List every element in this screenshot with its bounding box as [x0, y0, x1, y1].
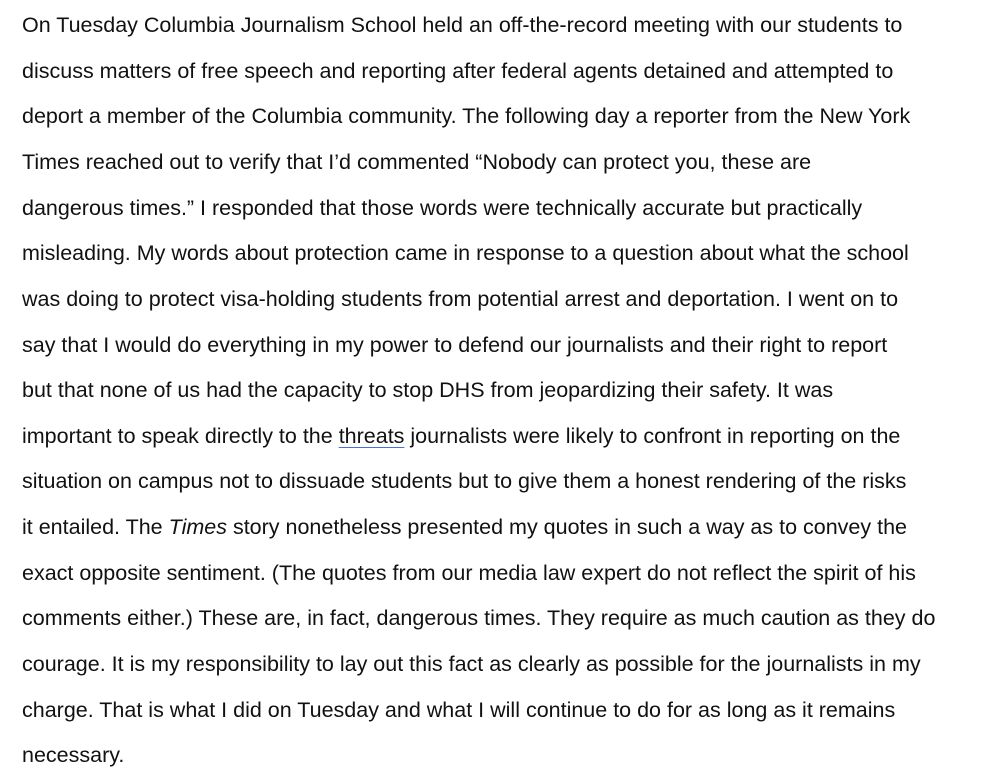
paragraph-line [22, 595, 935, 641]
paragraph-line [22, 413, 900, 459]
line-text: discuss matters of free speech and reporting after federal agents detained and attempted to [22, 59, 894, 83]
line-text: courage. It is my responsibility to lay out this fact as clearly as possible for the journalists in my [22, 652, 921, 676]
line-text: say that I would do everything in my power to defend our journalists and their right to report [22, 333, 888, 357]
paragraph-line [22, 185, 862, 231]
line-text: comments either.) These are, in fact, dangerous times. They require as much caution as they do [22, 606, 936, 630]
line-text: deport a member of the Columbia community. The following day a reporter from the New York [22, 104, 911, 128]
line-text: it entailed. The [22, 515, 169, 539]
line-text: charge. That is what I did on Tuesday and what I will continue to do for as long as it remains [22, 698, 896, 722]
paragraph-line [22, 687, 895, 733]
paragraph-line [22, 367, 833, 413]
line-text: situation on campus not to dissuade students but to give them a honest rendering of the risks [22, 469, 907, 493]
paragraph-line [22, 458, 906, 504]
line-text: On Tuesday Columbia Journalism School held an off-the-record meeting with our students to [22, 13, 903, 37]
paragraph-line [22, 732, 124, 778]
line-text: misleading. My words about protection came in response to a question about what the school [22, 241, 909, 265]
paragraph-line [22, 2, 902, 48]
line-text: Times reached out to verify that I’d commented “Nobody can protect you, these are [22, 150, 812, 174]
paragraph-line [22, 230, 909, 276]
line-text: was doing to protect visa-holding students from potential arrest and deportation. I went on to [22, 287, 899, 311]
threats-link[interactable]: threats [338, 424, 405, 448]
line-text: dangerous times.” I responded that those words were technically accurate but practically [22, 196, 863, 220]
paragraph-line [22, 550, 916, 596]
line-text: exact opposite sentiment. (The quotes from our media law expert do not reflect the spirit of his [22, 561, 916, 585]
paragraph-line [22, 504, 907, 550]
line-text: but that none of us had the capacity to stop DHS from jeopardizing their safety. It was [22, 378, 834, 402]
paragraph-line [22, 93, 910, 139]
line-text: important to speak directly to the [22, 424, 339, 448]
paragraph-line [22, 139, 811, 185]
line-text: journalists were likely to confront in reporting on the [404, 424, 901, 448]
line-text: story nonetheless presented my quotes in such a way as to convey the [226, 515, 907, 539]
times-italic-text: Times [168, 515, 227, 539]
paragraph-line [22, 322, 887, 368]
line-text: necessary. [22, 743, 125, 767]
paragraph-line [22, 641, 921, 687]
paragraph-line [22, 48, 893, 94]
paragraph-line [22, 276, 898, 322]
